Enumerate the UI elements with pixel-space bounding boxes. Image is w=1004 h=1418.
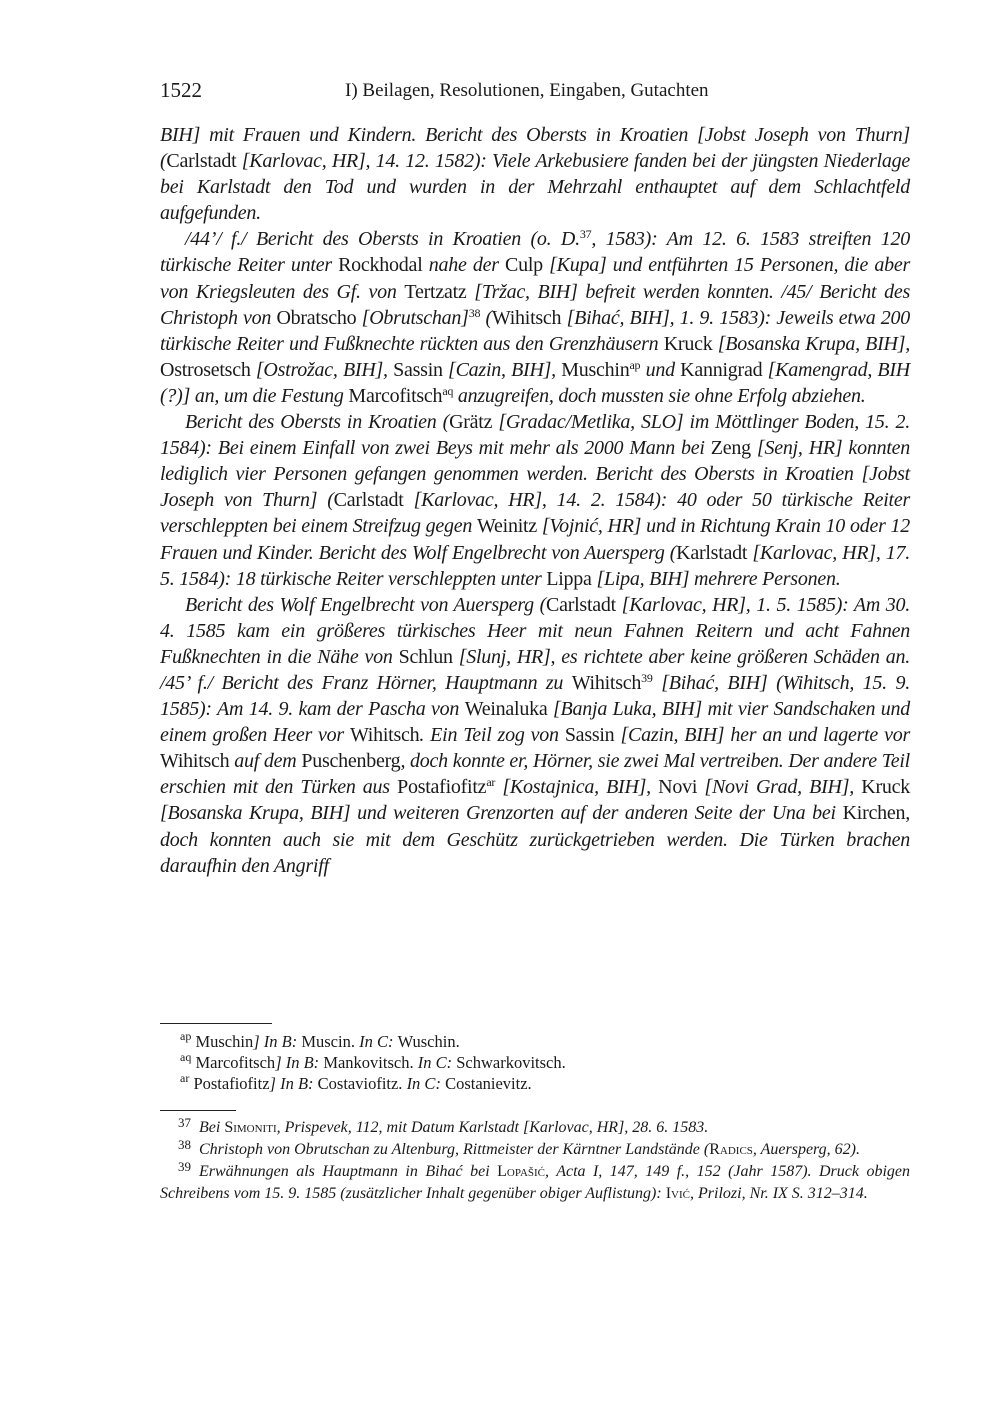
- footnote: [160, 1161, 910, 1205]
- text-run: [Tržac, BIH] befreit werden konnten. /45/ Bericht des Christoph von: [160, 280, 910, 329]
- text-run: Wihitsch: [349, 724, 420, 747]
- paragraph: [160, 409, 910, 592]
- paragraph: [160, 122, 910, 226]
- text-run: Weinitz: [477, 515, 537, 538]
- text-run: Sassin: [393, 358, 443, 381]
- apparatus-notes: [160, 1031, 910, 1094]
- text-run: [Vojnić, HR] und in Richtung Krain 10 oder 12 Frauen und Kinder. Bericht des Wolf Engelbrecht von Auersperg (: [160, 515, 910, 564]
- text-run: Kirchen: [842, 802, 906, 825]
- text-run: [Lipa, BIH] mehrere Personen.: [591, 567, 841, 590]
- text-run: Lopašić: [497, 1163, 546, 1180]
- text-run: Carlstadt: [546, 593, 616, 616]
- text-run: Sassin: [564, 724, 615, 747]
- apparatus-note: [160, 1052, 910, 1073]
- text-run: Marcofitsch: [348, 384, 443, 407]
- text-run: Zeng: [710, 437, 751, 460]
- text-run: Karlstadt: [676, 541, 748, 564]
- text-run: Bei: [199, 1119, 225, 1136]
- text-run: ] In B:: [275, 1053, 324, 1072]
- text-run: , 1583): Am 12. 6. 1583 streiften 120 türkische Reiter unter: [160, 228, 910, 277]
- text-run: Bericht des Obersts in Kroatien (: [185, 411, 450, 434]
- text-run: [Bihać, BIH], 1. 9. 1583): Jeweils etwa 200 türkische Reiter und Fußknechte rückten aus den Grenzhäusern: [160, 306, 910, 355]
- text-run: Obratscho: [276, 306, 357, 329]
- text-run: Marcofitsch: [191, 1053, 276, 1072]
- text-run: [Kostajnica, BIH],: [495, 776, 659, 799]
- note-marker[interactable]: ar: [486, 775, 496, 790]
- text-run: [Cazin, BIH] her an und lagerte vor: [614, 724, 911, 747]
- text-run: Wihitsch: [571, 671, 642, 694]
- text-run: Kannigrad: [680, 358, 763, 381]
- text-run: In C:: [359, 1032, 398, 1051]
- text-run: , doch konnte er, Hörner, sie zwei Mal vertreiben. Der andere Teil erschien mit den Türken aus: [160, 750, 910, 799]
- text-run: /44’/ f./ Bericht des Obersts in Kroatien (o. D.: [185, 228, 580, 251]
- text-run: Novi: [658, 776, 698, 799]
- text-run: [Senj, HR] konnten lediglich vier Personen gefangen genommen werden. Bericht des Obersts in Kroatien [Jobst Joseph von Thurn] (: [160, 437, 910, 512]
- text-run: Costanievitz.: [445, 1074, 532, 1093]
- note-marker[interactable]: 38: [468, 305, 481, 320]
- text-run: [Slunj, HR], es richtete aber keine größeren Schäden an. /45’ f./ Bericht des Franz Hörner, Hauptmann zu: [160, 645, 910, 694]
- apparatus-note: [160, 1073, 910, 1094]
- note-marker[interactable]: 39: [178, 1159, 191, 1174]
- text-run: Carlstadt: [166, 150, 237, 173]
- text-run: (: [480, 306, 492, 329]
- text-run: , Prispevek, 112, mit Datum Karlstadt [Karlovac, HR], 28. 6. 1583.: [276, 1119, 709, 1136]
- text-run: Schwarkovitsch.: [456, 1053, 566, 1072]
- text-run: [Kamengrad, BIH (?)] an, um die Festung: [160, 358, 910, 407]
- text-run: Christoph von Obrutschan zu Altenburg, Rittmeister der Kärntner Landstände (: [199, 1141, 710, 1158]
- text-run: , Acta I, 147, 149 f., 152 (Jahr 1587). Druck obigen Schreibens vom 15. 9. 1585 (zusätzlicher Inhalt gegenüber obiger Auflistung):: [160, 1163, 911, 1202]
- note-marker[interactable]: ap: [180, 1029, 192, 1043]
- text-run: Culp: [504, 254, 543, 277]
- text-run: [Karlovac, HR], 14. 2. 1584): 40 oder 50 türkische Reiter verschleppten bei einem Streifzug gegen: [160, 489, 910, 538]
- footnote-divider: [160, 1110, 236, 1111]
- note-marker[interactable]: ar: [180, 1071, 190, 1085]
- text-run: Wihitsch: [160, 750, 230, 773]
- text-run: [Karlovac, HR], 17. 5. 1584): 18 türkische Reiter verschleppten unter: [160, 541, 910, 590]
- text-run: BIH] mit Frauen und Kindern. Bericht des Obersts in Kroatien [Jobst Joseph von Thurn] (: [160, 124, 910, 173]
- note-marker[interactable]: aq: [442, 383, 454, 398]
- text-run: Muschin: [561, 358, 630, 381]
- text-run: Carlstadt: [333, 489, 404, 512]
- text-run: Bericht des Wolf Engelbrecht von Auersperg (: [185, 593, 546, 616]
- main-text: [160, 122, 910, 879]
- page-header: [160, 78, 910, 108]
- text-run: Postafiofitz: [189, 1074, 270, 1093]
- note-marker[interactable]: ap: [629, 357, 641, 372]
- text-run: Muschin: [191, 1032, 254, 1051]
- text-run: ] In B:: [269, 1074, 318, 1093]
- running-title: I) Beilagen, Resolutionen, Eingaben, Gutachten: [345, 80, 709, 101]
- text-run: [Karlovac, HR], 1. 5. 1585): Am 30. 4. 1585 kam ein größeres türkisches Heer mit neun Fahnen Reitern und acht Fahnen Fußknechten in die Nähe von: [160, 593, 910, 668]
- apparatus-divider: [160, 1023, 272, 1024]
- text-run: auf dem: [229, 750, 302, 773]
- text-run: [Cazin, BIH],: [442, 358, 562, 381]
- text-run: Postafiofitz: [397, 776, 487, 799]
- text-run: Wihitsch: [491, 306, 562, 329]
- text-run: Ivić: [665, 1185, 690, 1202]
- text-run: Simoniti: [224, 1119, 277, 1136]
- text-run: Rockhodal: [338, 254, 423, 277]
- text-run: Lippa: [546, 567, 592, 590]
- text-run: und: [640, 358, 681, 381]
- text-run: [Obrutschan]: [356, 306, 469, 329]
- footnote: [160, 1117, 910, 1139]
- text-run: anzugreifen, doch mussten sie ohne Erfolg abziehen.: [453, 384, 866, 407]
- text-run: [Gradac/Metlika, SLO] im Möttlinger Boden, 15. 2. 1584): Bei einem Einfall von zwei Beys mit mehr als 2000 Mann bei: [160, 411, 910, 460]
- text-run: Kruck: [861, 776, 911, 799]
- paragraph: [160, 592, 910, 879]
- text-run: Muscin.: [301, 1032, 360, 1051]
- text-run: Tertzatz: [404, 280, 467, 303]
- apparatus-note: [160, 1031, 910, 1052]
- text-run: [Karlovac, HR], 14. 12. 1582): Viele Arkebusiere fanden bei der jüngsten Niederlage bei Karlstadt den Tod und wurden in der Mehrzahl enthauptet auf dem Schlachtfeld aufgefunden.: [160, 150, 910, 225]
- text-run: , Auersperg, 62).: [752, 1141, 861, 1158]
- text-run: [Banja Luka, BIH] mit vier Sandschaken und einem großen Heer vor: [160, 698, 910, 747]
- text-run: Weinaluka: [464, 698, 548, 721]
- text-run: Radics: [709, 1141, 753, 1158]
- text-run: Kruck: [663, 332, 713, 355]
- text-run: , Prilozi, Nr. IX S. 312–314.: [690, 1185, 868, 1202]
- text-run: [Bosanska Krupa, BIH] und weiteren Grenzorten auf der anderen Seite der Una bei: [160, 802, 843, 825]
- text-run: Costaviofitz.: [317, 1074, 407, 1093]
- text-run: In C:: [417, 1053, 457, 1072]
- note-marker[interactable]: 37: [178, 1115, 191, 1130]
- text-run: , doch konnten auch sie mit dem Geschütz zurückgetrieben werden. Die Türken brachen daraufhin den Angriff: [160, 802, 910, 877]
- note-marker[interactable]: 38: [178, 1137, 191, 1152]
- paragraph: [160, 226, 910, 409]
- note-marker[interactable]: aq: [180, 1050, 192, 1064]
- text-run: nahe der: [422, 254, 505, 277]
- text-run: Mankovitsch.: [323, 1053, 418, 1072]
- footnotes: [160, 1117, 910, 1205]
- note-marker[interactable]: 37: [579, 227, 592, 242]
- text-run: [Bihać, BIH] (Wihitsch, 15. 9. 1585): Am 14. 9. kam der Pascha von: [160, 671, 910, 721]
- text-run: [Kupa] und entführten 15 Personen, die aber von Kriegsleuten des Gf. von: [160, 254, 910, 303]
- text-run: In C:: [406, 1074, 446, 1093]
- text-run: [Bosanska Krupa, BIH],: [712, 332, 910, 355]
- note-marker[interactable]: 39: [641, 670, 653, 685]
- text-run: Schlun: [398, 645, 453, 668]
- text-run: Puschenberg: [301, 750, 401, 773]
- page-number: 1522: [160, 78, 202, 102]
- text-run: Wuschin.: [397, 1032, 460, 1051]
- footnote: [160, 1139, 910, 1161]
- text-run: Erwähnungen als Hauptmann in Bihać bei: [199, 1163, 498, 1180]
- text-run: . Ein Teil zog von: [419, 724, 565, 747]
- text-run: Grätz: [449, 411, 493, 434]
- text-run: [Novi Grad, BIH],: [697, 776, 862, 799]
- text-run: ] In B:: [253, 1032, 302, 1051]
- text-run: Ostrosetsch: [160, 358, 251, 381]
- text-run: [Ostrožac, BIH],: [250, 358, 394, 381]
